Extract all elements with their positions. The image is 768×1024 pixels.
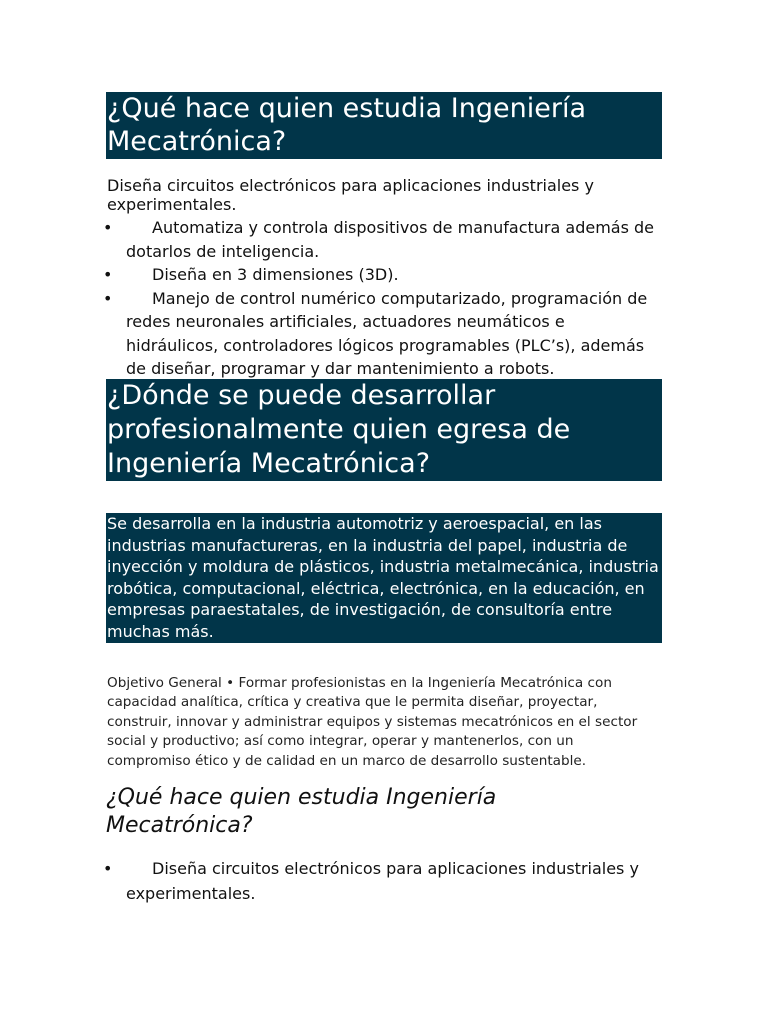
section2-body-box (106, 513, 662, 643)
list-item-text: Diseña circuitos electrónicos para aplicaciones industriales y experimentales. (126, 859, 639, 903)
objetivo-paragraph: Objetivo General • Formar profesionistas en la Ingeniería Mecatrónica con capacidad analítica, crítica y creativa que le permita diseñar, proyectar, construir, innovar y administrar equipos y sistemas mecatrónicos en el sector social y productivo; así como integrar, operar y mantenerlos, con un compromiso ético y de calidad en un marco de desarrollo sustentable. (107, 675, 638, 769)
list-item (0, 216, 768, 263)
section1-heading-box (106, 92, 662, 159)
section3-heading: ¿Qué hace quien estudia Ingeniería Mecatrónica? (106, 785, 497, 838)
list-item-text: Diseña en 3 dimensiones (3D). (152, 265, 399, 284)
section2-body: Se desarrolla en la industria automotriz y aeroespacial, en las industrias manufactureras, en la industria del papel, industria de inyección y moldura de plásticos, industria metalmecánica, industria robótica, computacional, eléctrica, electrónica, en la educación, en empresas paraestatales, de investigación, de consultoría entre muchas más. (107, 514, 659, 641)
list-item-text: Manejo de control numérico computarizado, programación de redes neuronales artificiales, actuadores neumáticos e hidráulicos, controladores lógicos programables (PLC’s), además de diseñar, programar y dar mantenimiento a robots. (126, 288, 648, 378)
section2-heading: ¿Dónde se puede desarrollar profesionalmente quien egresa de Ingeniería Mecatrónica? (107, 380, 571, 479)
section1-intro: Diseña circuitos electrónicos para aplicaciones industriales y experimentales. (107, 176, 594, 214)
section1-heading: ¿Qué hace quien estudia Ingeniería Mecatrónica? (107, 93, 586, 157)
list-item (0, 287, 768, 381)
bullet-icon: • (103, 859, 113, 878)
section2-heading-box (106, 379, 662, 481)
list-item (0, 263, 768, 287)
section1-bullet-list (0, 216, 768, 381)
bullet-icon: • (103, 265, 113, 284)
list-item-text: Automatiza y controla dispositivos de manufactura además de dotarlos de inteligencia. (126, 218, 655, 261)
list-item (0, 856, 768, 906)
bullet-icon: • (103, 218, 113, 237)
bullet-icon: • (103, 288, 113, 308)
section3-bullet-list (0, 856, 768, 906)
